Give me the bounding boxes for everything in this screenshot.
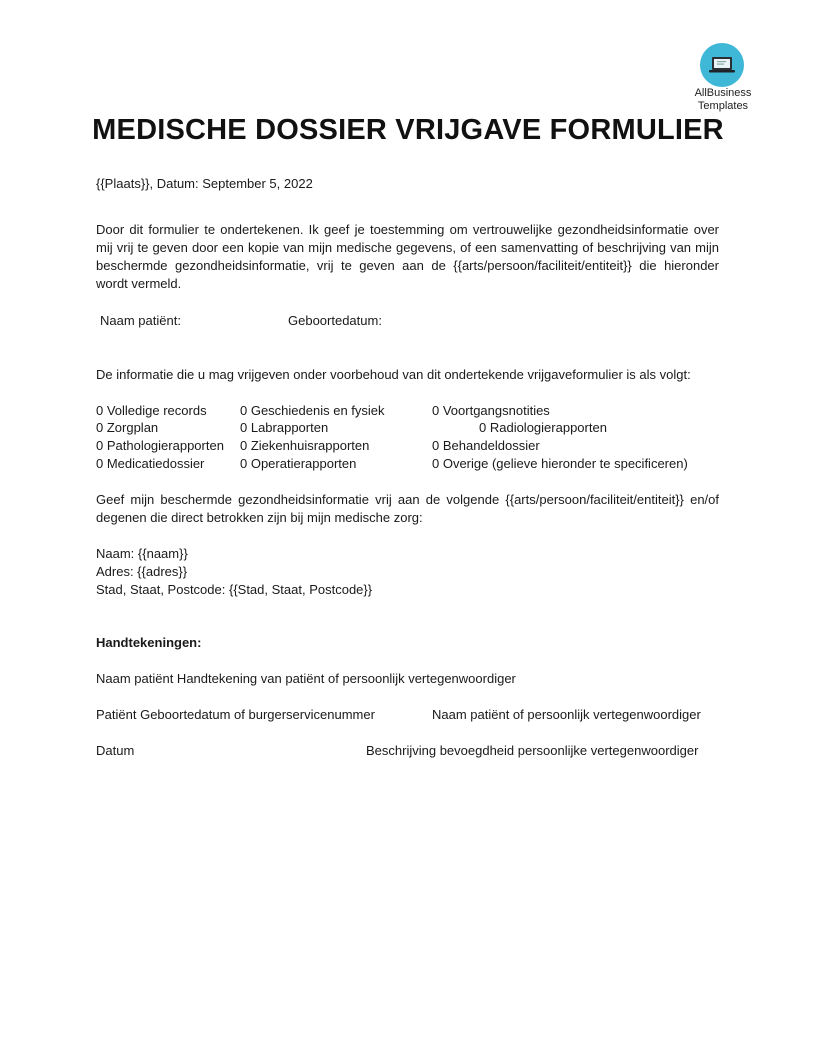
option-item: 0 Operatierapporten (240, 456, 357, 471)
recipient-address: Adres: {{adres}} (96, 564, 188, 579)
option-item: 0 Overige (gelieve hieronder te specificeren) (432, 456, 688, 471)
release-to-paragraph: Geef mijn beschermde gezondheidsinformatie vrij aan de volgende {{arts/persoon/faciliteit/entiteit}} en/of degenen die direct betrokken zijn bij mijn medische zorg: (96, 492, 719, 525)
signatures-heading: Handtekeningen: (96, 635, 202, 650)
option-item: 0 Radiologierapporten (479, 420, 607, 435)
logo-line-1: AllBusiness (694, 87, 752, 99)
signature-line-1: Naam patiënt Handtekening van patiënt of persoonlijk vertegenwoordiger (96, 671, 516, 686)
option-item: 0 Geschiedenis en fysiek (240, 403, 385, 418)
info-intro: De informatie die u mag vrijgeven onder voorbehoud van dit ondertekende vrijgaveformulier is als volgt: (96, 367, 691, 382)
option-item: 0 Zorgplan (96, 420, 159, 435)
option-item: 0 Voortgangsnotities (432, 403, 550, 418)
patient-name-label: Naam patiënt: (100, 313, 181, 328)
option-item: 0 Medicatiedossier (96, 456, 205, 471)
logo-badge (700, 43, 744, 87)
option-item: 0 Behandeldossier (432, 438, 540, 453)
option-item: 0 Volledige records (96, 403, 207, 418)
logo-line-2: Templates (697, 100, 749, 112)
signature-line-3-left: Datum (96, 743, 135, 758)
intro-paragraph: Door dit formulier te ondertekenen. Ik geef je toestemming om vertrouwelijke gezondheidsinformatie over mij vrij te geven door een kopie van mijn medische gegevens, of een samenvatting of beschrijving van mijn beschermde gezondheidsinformatie, vrij te geven aan de {{arts/persoon/faciliteit/entiteit}} die hieronder wordt vermeld. (96, 222, 719, 291)
logo-text (676, 87, 770, 113)
signature-line-3-right: Beschrijving bevoegdheid persoonlijke vertegenwoordiger (366, 743, 699, 758)
birthdate-label: Geboortedatum: (288, 313, 382, 328)
option-item: 0 Ziekenhuisrapporten (240, 438, 370, 453)
recipient-name: Naam: {{naam}} (96, 546, 188, 561)
option-item: 0 Labrapporten (240, 420, 329, 435)
date-line: {{Plaats}}, Datum: September 5, 2022 (96, 176, 313, 191)
laptop-icon (700, 43, 744, 87)
signature-line-2-left: Patiënt Geboortedatum of burgerservicenummer (96, 707, 375, 722)
document-title: MEDISCHE DOSSIER VRIJGAVE FORMULIER (92, 114, 724, 146)
option-item: 0 Pathologierapporten (96, 438, 224, 453)
signature-line-2-right: Naam patiënt of persoonlijk vertegenwoordiger (432, 707, 701, 722)
recipient-city: Stad, Staat, Postcode: {{Stad, Staat, Postcode}} (96, 582, 373, 597)
